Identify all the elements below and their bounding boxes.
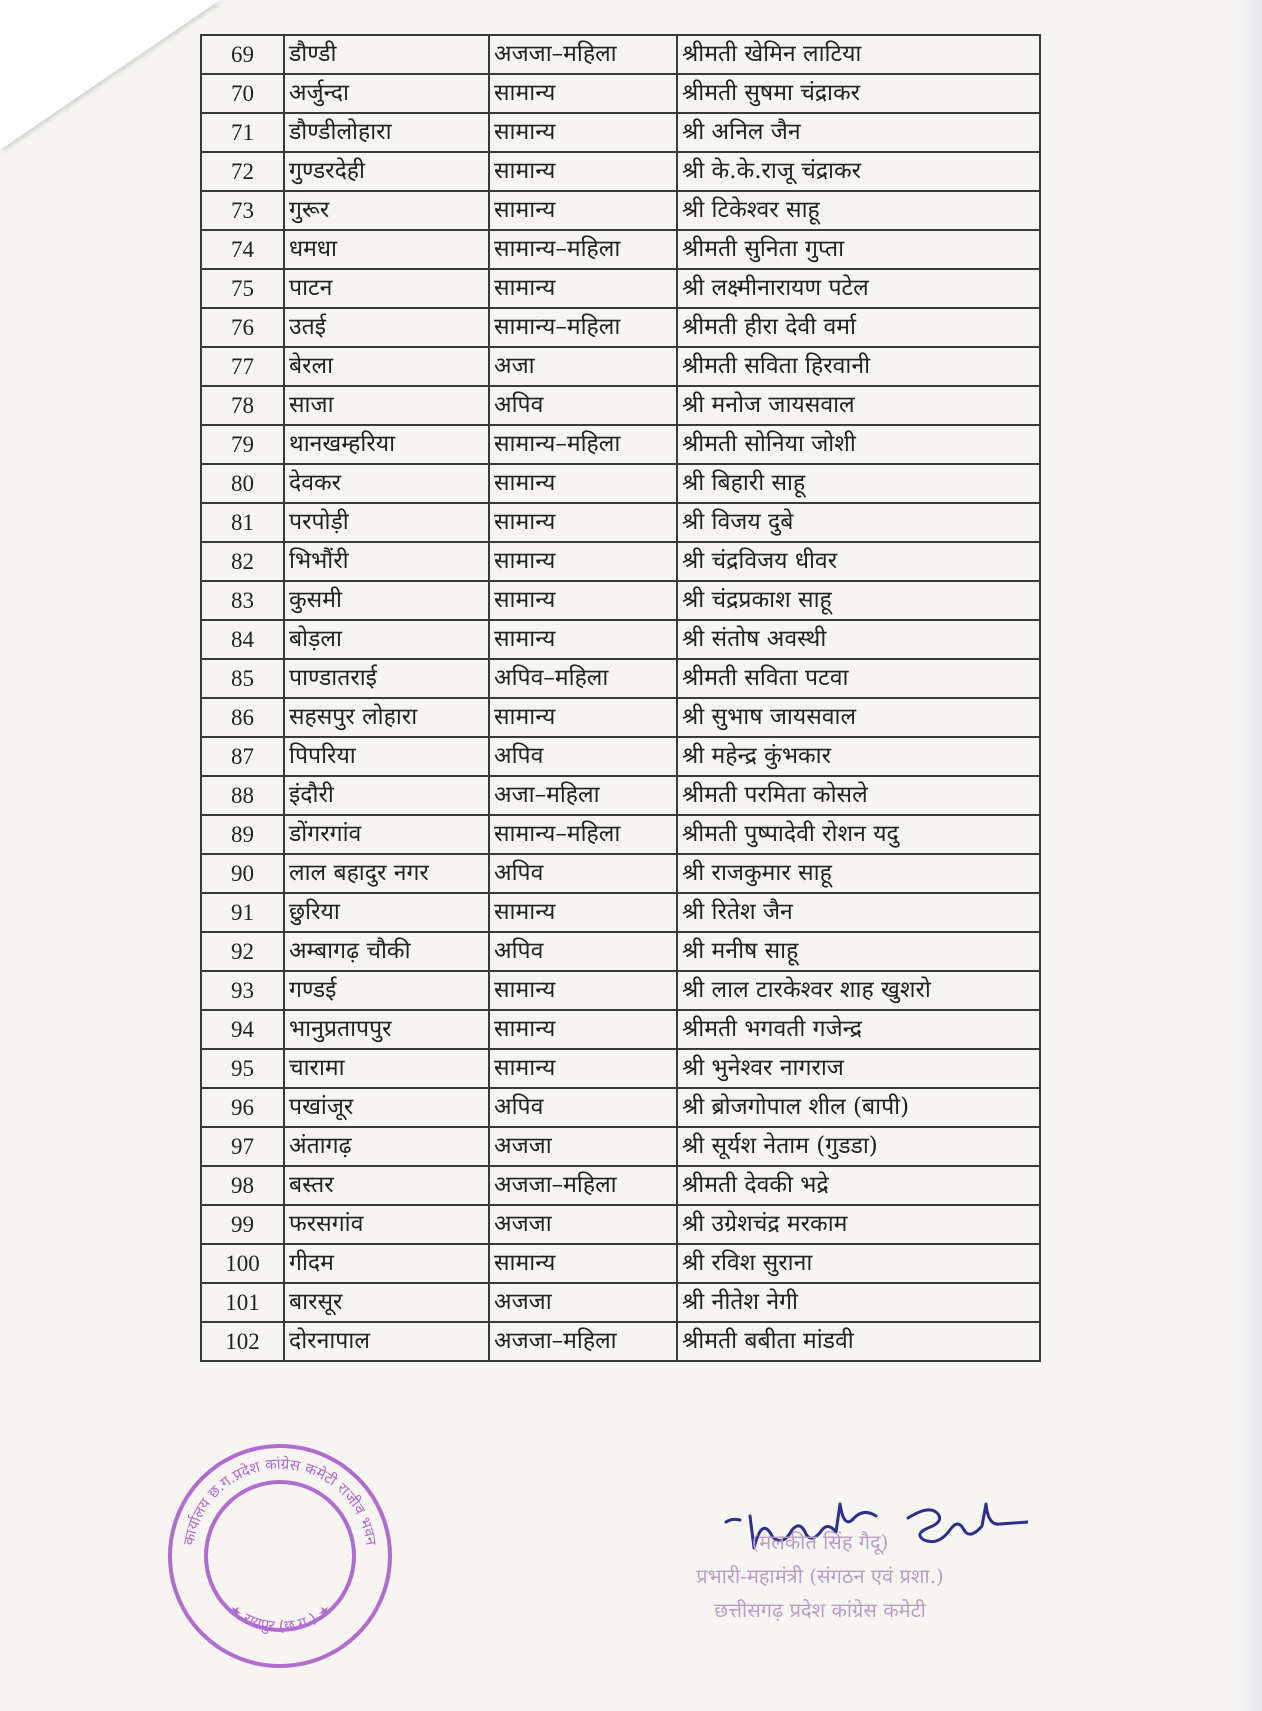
category-cell: अजा: [489, 347, 677, 386]
person-name-cell: श्रीमती सविता पटवा: [677, 659, 1040, 698]
person-name-cell: श्री नीतेश नेगी: [677, 1283, 1040, 1322]
place-cell: इंदौरी: [284, 776, 489, 815]
place-cell: बेरला: [284, 347, 489, 386]
serial-number-cell: 74: [201, 230, 284, 269]
serial-number-cell: 78: [201, 386, 284, 425]
person-name-cell: श्री मनोज जायसवाल: [677, 386, 1040, 425]
office-seal-stamp: [160, 1436, 400, 1676]
table-row: [201, 1010, 1040, 1049]
page-edge-shadow: [1238, 0, 1262, 1711]
serial-number-cell: 81: [201, 503, 284, 542]
table-row: [201, 1127, 1040, 1166]
table-row: [201, 698, 1040, 737]
serial-number-cell: 84: [201, 620, 284, 659]
table-row: [201, 581, 1040, 620]
place-cell: उतई: [284, 308, 489, 347]
serial-number-cell: 71: [201, 113, 284, 152]
table-row: [201, 932, 1040, 971]
person-name-cell: श्री रितेश जैन: [677, 893, 1040, 932]
person-name-cell: श्री सूर्यश नेताम (गुडडा): [677, 1127, 1040, 1166]
category-cell: सामान्य: [489, 893, 677, 932]
person-name-cell: श्री के.के.राजू चंद्राकर: [677, 152, 1040, 191]
category-cell: सामान्य: [489, 269, 677, 308]
place-cell: चारामा: [284, 1049, 489, 1088]
serial-number-cell: 85: [201, 659, 284, 698]
place-cell: अंतागढ़: [284, 1127, 489, 1166]
place-cell: डौण्डीलोहारा: [284, 113, 489, 152]
serial-number-cell: 73: [201, 191, 284, 230]
place-cell: बारसूर: [284, 1283, 489, 1322]
serial-number-cell: 88: [201, 776, 284, 815]
person-name-cell: श्री चंद्रविजय धीवर: [677, 542, 1040, 581]
serial-number-cell: 91: [201, 893, 284, 932]
place-cell: पाटन: [284, 269, 489, 308]
table-row: [201, 230, 1040, 269]
serial-number-cell: 87: [201, 737, 284, 776]
category-cell: सामान्य–महिला: [489, 308, 677, 347]
category-cell: अजा–महिला: [489, 776, 677, 815]
serial-number-cell: 100: [201, 1244, 284, 1283]
table-row: [201, 1322, 1040, 1361]
serial-number-cell: 94: [201, 1010, 284, 1049]
table-row: [201, 659, 1040, 698]
category-cell: सामान्य–महिला: [489, 425, 677, 464]
category-cell: अपिव: [489, 386, 677, 425]
person-name-cell: श्री बिहारी साहू: [677, 464, 1040, 503]
serial-number-cell: 77: [201, 347, 284, 386]
table-row: [201, 815, 1040, 854]
allocation-table: [200, 34, 1041, 1362]
table-row: [201, 425, 1040, 464]
serial-number-cell: 90: [201, 854, 284, 893]
table-row: [201, 854, 1040, 893]
table-row: [201, 1166, 1040, 1205]
category-cell: सामान्य: [489, 620, 677, 659]
table-row: [201, 620, 1040, 659]
person-name-cell: श्री राजकुमार साहू: [677, 854, 1040, 893]
table-row: [201, 1088, 1040, 1127]
table-row: [201, 35, 1040, 74]
serial-number-cell: 80: [201, 464, 284, 503]
seal-top-text: कार्यालय छ.ग.प्रदेश कांग्रेस कमेटी राजीव भवन: [179, 1454, 381, 1547]
person-name-cell: श्रीमती खेमिन लाटिया: [677, 35, 1040, 74]
category-cell: सामान्य: [489, 74, 677, 113]
person-name-cell: श्रीमती परमिता कोसले: [677, 776, 1040, 815]
place-cell: धमधा: [284, 230, 489, 269]
category-cell: सामान्य: [489, 464, 677, 503]
person-name-cell: श्री लाल टारकेश्वर शाह खुशरो: [677, 971, 1040, 1010]
person-name-cell: श्री मनीष साहू: [677, 932, 1040, 971]
serial-number-cell: 79: [201, 425, 284, 464]
serial-number-cell: 93: [201, 971, 284, 1010]
category-cell: अजजा–महिला: [489, 1166, 677, 1205]
serial-number-cell: 72: [201, 152, 284, 191]
place-cell: परपोड़ी: [284, 503, 489, 542]
place-cell: छुरिया: [284, 893, 489, 932]
serial-number-cell: 96: [201, 1088, 284, 1127]
person-name-cell: श्री अनिल जैन: [677, 113, 1040, 152]
signatory-designation: प्रभारी-महामंत्री (संगठन एवं प्रशा.): [696, 1564, 944, 1588]
place-cell: पाण्डातराई: [284, 659, 489, 698]
category-cell: सामान्य: [489, 113, 677, 152]
place-cell: कुसमी: [284, 581, 489, 620]
seal-bottom-text: ★ रायपुर (छ.ग.) ★: [224, 1600, 336, 1636]
place-cell: थानखम्हरिया: [284, 425, 489, 464]
serial-number-cell: 70: [201, 74, 284, 113]
svg-text:★ रायपुर (छ.ग.) ★: [225, 1600, 335, 1635]
person-name-cell: श्री उग्रेशचंद्र मरकाम: [677, 1205, 1040, 1244]
category-cell: अपिव: [489, 1088, 677, 1127]
place-cell: बोड़ला: [284, 620, 489, 659]
table-row: [201, 113, 1040, 152]
category-cell: अपिव–महिला: [489, 659, 677, 698]
person-name-cell: श्री महेन्द्र कुंभकार: [677, 737, 1040, 776]
place-cell: गुरूर: [284, 191, 489, 230]
place-cell: भिभौंरी: [284, 542, 489, 581]
person-name-cell: श्रीमती हीरा देवी वर्मा: [677, 308, 1040, 347]
serial-number-cell: 86: [201, 698, 284, 737]
category-cell: अपिव: [489, 854, 677, 893]
category-cell: अपिव: [489, 737, 677, 776]
person-name-cell: श्री लक्ष्मीनारायण पटेल: [677, 269, 1040, 308]
folded-page-corner: [0, 0, 220, 150]
place-cell: डोंगरगांव: [284, 815, 489, 854]
category-cell: अजजा: [489, 1127, 677, 1166]
person-name-cell: श्री भुनेश्वर नागराज: [677, 1049, 1040, 1088]
category-cell: सामान्य: [489, 542, 677, 581]
person-name-cell: श्रीमती सुषमा चंद्राकर: [677, 74, 1040, 113]
place-cell: पिपरिया: [284, 737, 489, 776]
signatory-block: [620, 1525, 1020, 1627]
place-cell: गीदम: [284, 1244, 489, 1283]
table-row: [201, 1244, 1040, 1283]
category-cell: सामान्य: [489, 152, 677, 191]
category-cell: सामान्य: [489, 698, 677, 737]
category-cell: सामान्य: [489, 1010, 677, 1049]
category-cell: सामान्य: [489, 503, 677, 542]
place-cell: बस्तर: [284, 1166, 489, 1205]
category-cell: सामान्य: [489, 1244, 677, 1283]
place-cell: पखांजूर: [284, 1088, 489, 1127]
serial-number-cell: 99: [201, 1205, 284, 1244]
serial-number-cell: 82: [201, 542, 284, 581]
place-cell: साजा: [284, 386, 489, 425]
table-row: [201, 542, 1040, 581]
table-row: [201, 503, 1040, 542]
serial-number-cell: 69: [201, 35, 284, 74]
person-name-cell: श्री ब्रोजगोपाल शील (बापी): [677, 1088, 1040, 1127]
table-row: [201, 1049, 1040, 1088]
table-row: [201, 386, 1040, 425]
person-name-cell: श्री टिकेश्वर साहू: [677, 191, 1040, 230]
person-name-cell: श्री सुभाष जायसवाल: [677, 698, 1040, 737]
person-name-cell: श्रीमती पुष्पादेवी रोशन यदु: [677, 815, 1040, 854]
category-cell: सामान्य: [489, 971, 677, 1010]
place-cell: सहसपुर लोहारा: [284, 698, 489, 737]
table-row: [201, 191, 1040, 230]
table-row: [201, 776, 1040, 815]
serial-number-cell: 97: [201, 1127, 284, 1166]
category-cell: सामान्य: [489, 1049, 677, 1088]
serial-number-cell: 75: [201, 269, 284, 308]
table-row: [201, 1283, 1040, 1322]
place-cell: डौण्डी: [284, 35, 489, 74]
table-row: [201, 152, 1040, 191]
serial-number-cell: 83: [201, 581, 284, 620]
person-name-cell: श्री संतोष अवस्थी: [677, 620, 1040, 659]
place-cell: लाल बहादुर नगर: [284, 854, 489, 893]
person-name-cell: श्रीमती बबीता मांडवी: [677, 1322, 1040, 1361]
person-name-cell: श्री रविश सुराना: [677, 1244, 1040, 1283]
place-cell: दोरनापाल: [284, 1322, 489, 1361]
category-cell: सामान्य–महिला: [489, 230, 677, 269]
place-cell: फरसगांव: [284, 1205, 489, 1244]
serial-number-cell: 89: [201, 815, 284, 854]
category-cell: अपिव: [489, 932, 677, 971]
category-cell: अजजा–महिला: [489, 1322, 677, 1361]
person-name-cell: श्रीमती भगवती गजेन्द्र: [677, 1010, 1040, 1049]
table-row: [201, 737, 1040, 776]
place-cell: गुण्डरदेही: [284, 152, 489, 191]
serial-number-cell: 92: [201, 932, 284, 971]
table-row: [201, 893, 1040, 932]
person-name-cell: श्री विजय दुबे: [677, 503, 1040, 542]
place-cell: देवकर: [284, 464, 489, 503]
signatory-organization: छत्तीसगढ़ प्रदेश कांग्रेस कमेटी: [714, 1598, 926, 1622]
serial-number-cell: 95: [201, 1049, 284, 1088]
category-cell: सामान्य: [489, 191, 677, 230]
place-cell: भानुप्रतापपुर: [284, 1010, 489, 1049]
category-cell: सामान्य–महिला: [489, 815, 677, 854]
table-row: [201, 308, 1040, 347]
table-row: [201, 1205, 1040, 1244]
person-name-cell: श्रीमती सुनिता गुप्ता: [677, 230, 1040, 269]
table-body: [201, 35, 1040, 1361]
table-row: [201, 269, 1040, 308]
place-cell: अर्जुन्दा: [284, 74, 489, 113]
serial-number-cell: 101: [201, 1283, 284, 1322]
person-name-cell: श्रीमती देवकी भद्रे: [677, 1166, 1040, 1205]
category-cell: अजजा: [489, 1283, 677, 1322]
category-cell: अजजा: [489, 1205, 677, 1244]
place-cell: अम्बागढ़ चौकी: [284, 932, 489, 971]
person-name-cell: श्रीमती सविता हिरवानी: [677, 347, 1040, 386]
table-row: [201, 74, 1040, 113]
serial-number-cell: 102: [201, 1322, 284, 1361]
category-cell: अजजा–महिला: [489, 35, 677, 74]
table-row: [201, 347, 1040, 386]
table-row: [201, 464, 1040, 503]
signatory-name: (मलकीत सिंह गैदू): [751, 1530, 889, 1554]
place-cell: गण्डई: [284, 971, 489, 1010]
table-row: [201, 971, 1040, 1010]
person-name-cell: श्री चंद्रप्रकाश साहू: [677, 581, 1040, 620]
person-name-cell: श्रीमती सोनिया जोशी: [677, 425, 1040, 464]
serial-number-cell: 76: [201, 308, 284, 347]
category-cell: सामान्य: [489, 581, 677, 620]
serial-number-cell: 98: [201, 1166, 284, 1205]
